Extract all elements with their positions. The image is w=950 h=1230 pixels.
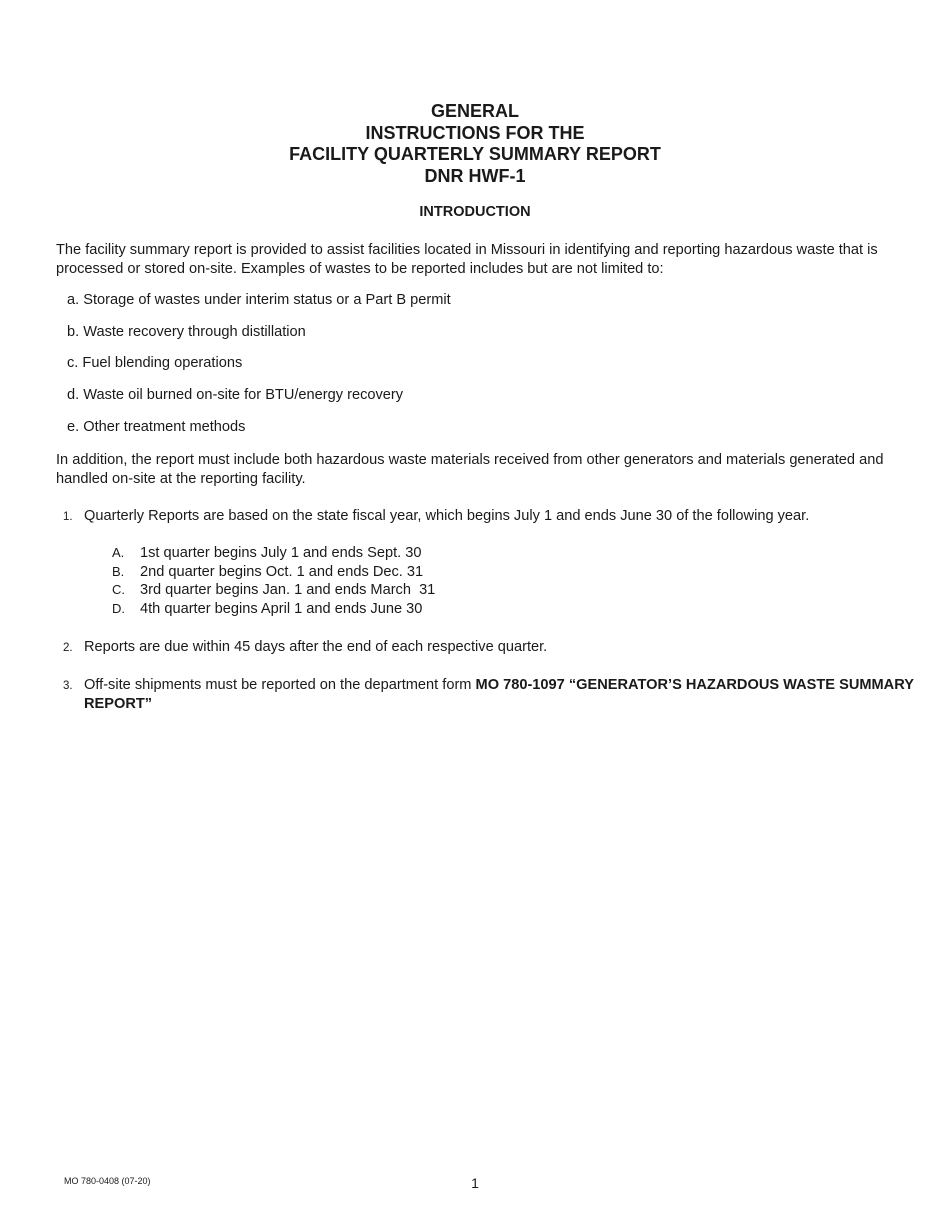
numbered-item-1 — [56, 507, 916, 526]
title-line-instructions: INSTRUCTIONS FOR THE — [365, 122, 585, 143]
example-item-e: e. Other treatment methods — [67, 419, 246, 435]
quarter-text: 1st quarter begins July 1 and ends Sept. 30 — [140, 545, 422, 561]
quarter-item-c — [112, 581, 435, 600]
quarter-text: 2nd quarter begins Oct. 1 and ends Dec. 31 — [140, 563, 424, 580]
title-line-form-code: DNR HWF-1 — [424, 165, 526, 186]
document-title — [0, 101, 950, 187]
quarter-text: 4th quarter begins April 1 and ends June 30 — [140, 600, 423, 617]
introduction-paragraph: The facility summary report is provided to assist facilities located in Missouri in identifying and reporting hazardous waste that is processed or stored on-site. Examples of wastes to be reported includes but are not limited to: — [56, 242, 878, 277]
quarter-marker: C. — [112, 582, 125, 597]
quarter-marker: A. — [112, 545, 125, 560]
example-item-c: c. Fuel blending operations — [67, 355, 243, 371]
title-line-general: GENERAL — [430, 101, 519, 121]
quarter-marker: D. — [112, 600, 125, 616]
numbered-item-marker: 2. — [63, 642, 73, 654]
numbered-item-marker: 3. — [63, 680, 73, 692]
numbered-item-3 — [56, 676, 916, 713]
example-item-d: d. Waste oil burned on-site for BTU/energy recovery — [67, 387, 404, 403]
quarter-item-b — [112, 563, 435, 582]
page-number: 1 — [471, 1175, 479, 1191]
quarter-list — [112, 544, 435, 618]
example-item-b: b. Waste recovery through distillation — [67, 324, 306, 340]
quarter-marker: B. — [112, 563, 125, 579]
numbered-item-text: Reports are due within 45 days after the end of each respective quarter. — [84, 639, 548, 655]
example-item-a: a. Storage of wastes under interim status or a Part B permit — [67, 292, 451, 308]
quarter-text: 3rd quarter begins Jan. 1 and ends March 31 — [140, 582, 436, 598]
numbered-item-marker: 1. — [63, 511, 73, 523]
form-reference: MO 780-1097 “GENERATOR’S HAZARDOUS WASTE SUMMARY REPORT” — [84, 677, 914, 712]
numbered-item-text-plain: Off-site shipments must be reported on the department form — [84, 677, 476, 693]
numbered-item-text: Quarterly Reports are based on the state fiscal year, which begins July 1 and ends June 30 of the following year. — [84, 508, 810, 524]
quarter-item-a — [112, 544, 435, 563]
introduction-heading: INTRODUCTION — [419, 204, 531, 220]
numbered-item-text — [84, 676, 916, 713]
addition-paragraph: In addition, the report must include both hazardous waste materials received from other generators and materials generated and handled on-site at the reporting facility. — [56, 452, 884, 487]
footer-form-number: MO 780-0408 (07-20) — [64, 1176, 151, 1186]
quarter-item-d — [112, 600, 435, 619]
title-line-report-name: FACILITY QUARTERLY SUMMARY REPORT — [289, 144, 661, 164]
numbered-item-2 — [56, 638, 916, 657]
